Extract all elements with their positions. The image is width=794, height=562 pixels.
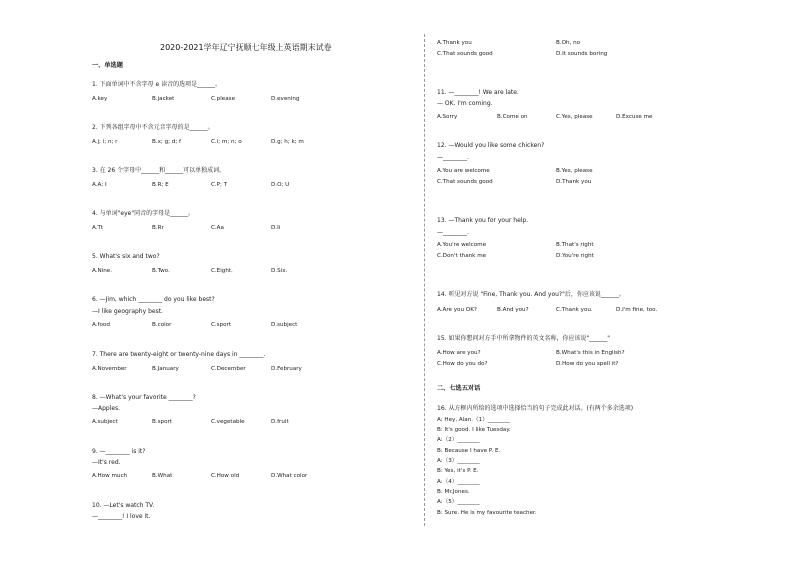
question-11-option-d[interactable]: D.Excuse me — [616, 114, 653, 120]
question-8-option-c[interactable]: C.vegetable — [211, 419, 245, 425]
question-8-stem: 8. —What's your favorite ________? — [92, 394, 196, 401]
question-9-stem: 9. —________ is it? — [92, 448, 146, 455]
dialogue-line-9: A:（5）________ — [437, 499, 480, 505]
question-7-stem: 7. There are twenty-eight or twenty-nine days in ________. — [92, 351, 266, 358]
question-9-reply: —It's red. — [92, 459, 121, 466]
question-12-reply: —________. — [437, 154, 469, 161]
question-2-option-d[interactable]: D.g; h; k; m — [271, 139, 304, 145]
question-15-stem: 15. 如果你想问对方手中所拿物件的英文名称，你应该说"______" — [437, 335, 610, 342]
question-4-option-b[interactable]: B.Rr — [152, 225, 164, 231]
question-12-option-b[interactable]: B.Yes, please — [556, 168, 593, 174]
question-6-option-b[interactable]: B.color — [152, 322, 172, 328]
question-9-option-d[interactable]: D.What color — [271, 473, 308, 479]
dialogue-line-2: B: It's good. I like Tuesday. — [437, 427, 511, 433]
question-8-option-d[interactable]: D.fruit — [271, 419, 289, 425]
section-heading-single-choice: 一、单选题 — [92, 62, 123, 69]
page-title: 2020-2021学年辽宁抚顺七年级上英语期末试卷 — [160, 43, 332, 52]
question-6-stem: 6. —Jim, which ________ do you like best? — [92, 296, 215, 303]
question-8-reply: —Apples. — [92, 405, 121, 412]
question-11-option-c[interactable]: C.Yes, please — [556, 114, 593, 120]
question-10-option-b[interactable]: B.Oh, no — [556, 40, 581, 46]
question-5-option-d[interactable]: D.Six. — [271, 268, 288, 274]
question-15-option-a[interactable]: A.How are you? — [437, 350, 481, 356]
question-2-option-c[interactable]: C.l; m; n; o — [211, 139, 242, 145]
question-10-stem: 10. —Let's watch TV. — [92, 502, 155, 509]
question-6-option-c[interactable]: C.sport — [211, 322, 232, 328]
question-7-option-c[interactable]: C.December — [211, 366, 246, 372]
question-3-option-c[interactable]: C.P; T — [211, 182, 228, 188]
question-14-option-c[interactable]: C.Thank you. — [556, 307, 593, 313]
question-11-option-a[interactable]: A.Sorry — [437, 114, 458, 120]
question-2-stem: 2. 下列各组字母中不含元音字母的是______。 — [92, 124, 214, 131]
question-2-option-a[interactable]: A.j; i; n; r — [92, 139, 118, 145]
dialogue-line-7: A:（4）________ — [437, 479, 480, 485]
question-4-option-d[interactable]: D.Ii — [271, 225, 281, 231]
question-13-option-b[interactable]: B.That's right — [556, 242, 594, 248]
question-7-option-a[interactable]: A.November — [92, 366, 127, 372]
question-13-option-c[interactable]: C.Don't thank me — [437, 253, 487, 259]
question-6-reply: —I like geography best. — [92, 308, 163, 315]
question-1-option-b[interactable]: B.jacket — [152, 96, 175, 102]
question-5-stem: 5. What's six and two? — [92, 253, 160, 260]
question-3-stem: 3. 在 26 个字母中______和______可以单独成词。 — [92, 167, 226, 174]
question-5-option-b[interactable]: B.Two. — [152, 268, 170, 274]
dialogue-line-3: A:（2）________ — [437, 437, 480, 443]
dialogue-line-8: B: Mr.Jones. — [437, 489, 470, 495]
question-1-option-d[interactable]: D.evening — [271, 96, 300, 102]
question-14-option-a[interactable]: A.Are you OK? — [437, 307, 477, 313]
question-3-option-d[interactable]: D.O; U — [271, 182, 290, 188]
dialogue-line-6: B: Yes, it's P. E. — [437, 468, 479, 474]
dialogue-line-1: A: Hey, Alan.（1）________ — [437, 417, 511, 423]
dialogue-line-4: B: Because I have P. E. — [437, 448, 501, 454]
question-7-option-b[interactable]: B.January — [152, 366, 179, 372]
question-4-stem: 4. 与单词"eye"同音的字母是______。 — [92, 210, 195, 217]
question-5-option-c[interactable]: C.Eight. — [211, 268, 233, 274]
question-12-option-c[interactable]: C.That sounds good — [437, 179, 493, 185]
question-9-option-a[interactable]: A.How much — [92, 473, 128, 479]
question-10-reply: —________! I love it. — [92, 513, 151, 520]
question-3-option-b[interactable]: B.R; E — [152, 182, 169, 188]
question-10-option-d[interactable]: D.It sounds boring — [556, 51, 608, 57]
question-1-option-c[interactable]: C.please — [211, 96, 236, 102]
question-2-option-b[interactable]: B.x; g; d; f — [152, 139, 181, 145]
question-13-stem: 13. —Thank you for your help. — [437, 217, 529, 224]
question-14-option-b[interactable]: B.And you? — [497, 307, 529, 313]
question-1-option-a[interactable]: A.key — [92, 96, 108, 102]
question-10-option-a[interactable]: A.Thank you — [437, 40, 472, 46]
section-heading-dialogue: 二、七选五对话 — [437, 385, 481, 392]
question-15-option-d[interactable]: D.How do you spell it? — [556, 361, 619, 367]
question-13-option-a[interactable]: A.You're welcome — [437, 242, 487, 248]
question-11-stem: 11. —________! We are late. — [437, 89, 519, 96]
question-12-option-a[interactable]: A.You are welcome — [437, 168, 490, 174]
question-11-reply: — OK. I'm coming. — [437, 100, 493, 107]
question-8-option-b[interactable]: B.sport — [152, 419, 172, 425]
question-8-option-a[interactable]: A.subject — [92, 419, 118, 425]
question-6-option-d[interactable]: D.subject — [271, 322, 298, 328]
question-9-option-b[interactable]: B.What — [152, 473, 173, 479]
question-16-stem: 16. 从方框内所给的选项中选择恰当的句子完成此对话。(有两个多余选项) — [437, 405, 634, 412]
question-6-option-a[interactable]: A.food — [92, 322, 110, 328]
question-12-option-d[interactable]: D.Thank you — [556, 179, 592, 185]
question-1-stem: 1. 下面单词中不含字母 e 读音的选项是______。 — [92, 81, 222, 88]
question-7-option-d[interactable]: D.February — [271, 366, 302, 372]
question-15-option-c[interactable]: C.How do you do? — [437, 361, 488, 367]
dialogue-line-5: A:（3）________ — [437, 458, 480, 464]
question-11-option-b[interactable]: B.Come on — [497, 114, 528, 120]
question-3-option-a[interactable]: A.A; I — [92, 182, 107, 188]
question-4-option-a[interactable]: A.Tt — [92, 225, 104, 231]
question-14-stem: 14. 听见对方说 "Fine, Thank you. And you?"后，你应该说______。 — [437, 291, 625, 298]
question-12-stem: 12. —Would you like some chicken? — [437, 142, 545, 149]
question-15-option-b[interactable]: B.What's this in English? — [556, 350, 625, 356]
question-13-reply: —________. — [437, 229, 469, 236]
question-10-option-c[interactable]: C.That sounds good — [437, 51, 493, 57]
column-divider — [424, 34, 425, 526]
dialogue-line-10: B: Sure. He is my favourite teacher. — [437, 510, 537, 516]
question-5-option-a[interactable]: A.Nine. — [92, 268, 113, 274]
question-13-option-d[interactable]: D.You're right — [556, 253, 594, 259]
question-4-option-c[interactable]: C.Aa — [211, 225, 224, 231]
question-14-option-d[interactable]: D.I'm fine, too. — [616, 307, 658, 313]
question-9-option-c[interactable]: C.How old — [211, 473, 240, 479]
